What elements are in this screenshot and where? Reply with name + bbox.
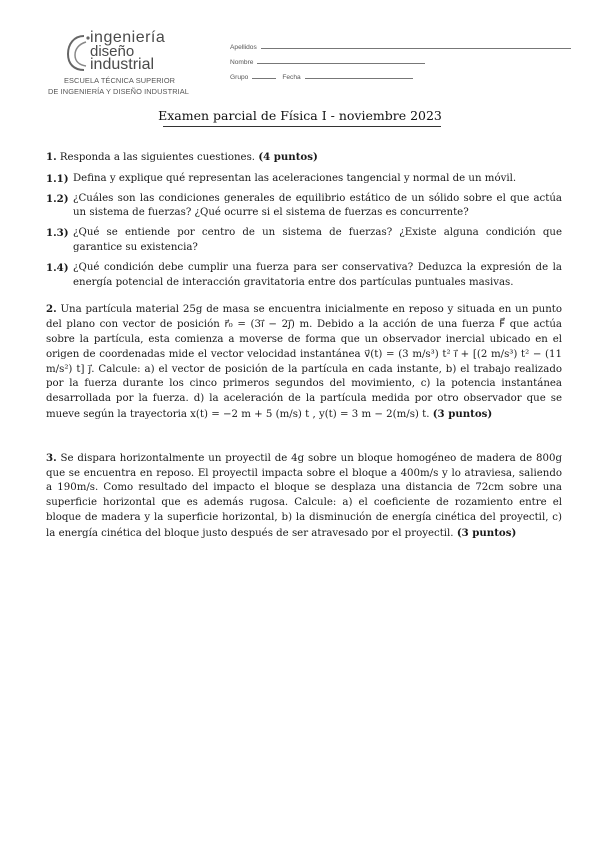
question-1-1 — [46, 172, 562, 187]
logo-text-ingenieria: ingeniería — [90, 29, 166, 46]
title-underline — [163, 126, 441, 127]
question-1-2 — [46, 192, 562, 222]
question-3-points: (3 puntos) — [456, 526, 517, 539]
school-name-line2: DE INGENIERÍA Y DISEÑO INDUSTRIAL — [48, 87, 190, 96]
question-1-1-number: 1.1) — [46, 172, 69, 185]
question-1-text: Responda a las siguientes cuestiones. — [59, 152, 256, 163]
apellidos-row — [230, 36, 575, 51]
exam-content — [46, 150, 562, 542]
question-3-number: 3. — [46, 451, 57, 464]
grupo-line[interactable] — [252, 77, 276, 79]
question-1-4 — [46, 261, 562, 291]
question-1-4-number: 1.4) — [46, 261, 69, 274]
question-1-number: 1. — [46, 151, 57, 163]
school-name — [48, 75, 189, 97]
question-1-3-number: 1.3) — [46, 227, 69, 240]
exam-header — [0, 0, 600, 110]
nombre-row — [230, 51, 575, 66]
apellidos-line[interactable] — [261, 47, 571, 49]
nombre-line[interactable] — [257, 62, 425, 64]
question-1-points: (4 puntos) — [258, 151, 318, 163]
question-2 — [46, 302, 562, 422]
exam-title: Examen parcial de Física I - noviembre 2023 — [158, 108, 442, 123]
student-fields — [230, 36, 575, 81]
nombre-label: Nombre — [230, 59, 254, 66]
question-1-2-number: 1.2) — [46, 192, 69, 205]
question-3 — [46, 451, 562, 542]
question-1-3 — [46, 226, 562, 256]
question-1-heading — [46, 150, 562, 166]
grupo-label: Grupo — [230, 74, 249, 81]
question-2-text: Una partícula material 25g de masa se encuentra inicialmente en reposo y situada en un punto del plano con vector de posición r⃗₀ = (3i⃗ − 2j⃗) m. Debido a la acción de una fuerza F⃗ que actúa sobre la partícula, esta comienza a moverse de forma que un observador inercial ubicado en el origen de coordenadas mide el vector velocidad instantánea v⃗(t) = (3 m/s³) t² i⃗ + [(2 m/s³) t² − (11 m/s²) t] j⃗. Calcule: a) el vector de posición de la partícula en cada instante, b) el trabajo realizado por la fuerza durante los cinco primeros segundos del movimiento, c) la potencia instantánea desarrollada por la fuerza. d) la aceleración de la partícula medida por otro observador que se mueve según la trayectoria x(t) = −2 m + 5 (m/s) t , y(t) = 3 m − 2(m/s) t. — [46, 304, 562, 420]
grupo-fecha-row — [230, 66, 575, 81]
question-1-1-text: Defina y explique qué representan las aceleraciones tangencial y normal de un móvil. — [73, 172, 517, 184]
logo-text-diseno: diseño — [90, 43, 135, 60]
fecha-label: Fecha — [282, 74, 301, 81]
school-name-line1: ESCUELA TÉCNICA SUPERIOR — [64, 76, 176, 85]
question-2-points: (3 puntos) — [432, 407, 493, 420]
question-3-text: Se dispara horizontalmente un proyectil de 4g sobre un bloque homogéneo de madera de 800g que se encuentra en reposo. El proyectil impacta sobre el bloque a 400m/s y lo atraviesa, saliendo a 190m/s. Como resultado del impacto el bloque se desplaza una distancia de 72cm sobre una superficie horizontal que es además rugosa. Calcule: a) el coeficiente de rozamiento entre el bloque de madera y la superficie horizontal, b) la disminución de energía cinética del proyectil, c) la energía cinética del bloque justo después de ser atravesado por el proyectil. — [46, 452, 562, 539]
question-2-number: 2. — [46, 303, 57, 316]
school-logo — [48, 28, 218, 100]
logo-text-industrial: industrial — [90, 56, 155, 73]
question-1-4-text: ¿Qué condición debe cumplir una fuerza para ser conservativa? Deduzca la expresión de la energía potencial de interacción gravitatoria entre dos partículas puntuales masivas. — [73, 261, 562, 288]
apellidos-label: Apellidos — [230, 44, 257, 51]
fecha-line[interactable] — [305, 77, 413, 79]
question-1-2-text: ¿Cuáles son las condiciones generales de equilibrio estático de un sólido sobre el que actúa un sistema de fuerzas? ¿Qué ocurre si el sistema de fuerzas es concurrente? — [73, 192, 562, 219]
question-1-3-text: ¿Qué se entiende por centro de un sistema de fuerzas? ¿Existe alguna condición que garantice su existencia? — [73, 227, 562, 253]
